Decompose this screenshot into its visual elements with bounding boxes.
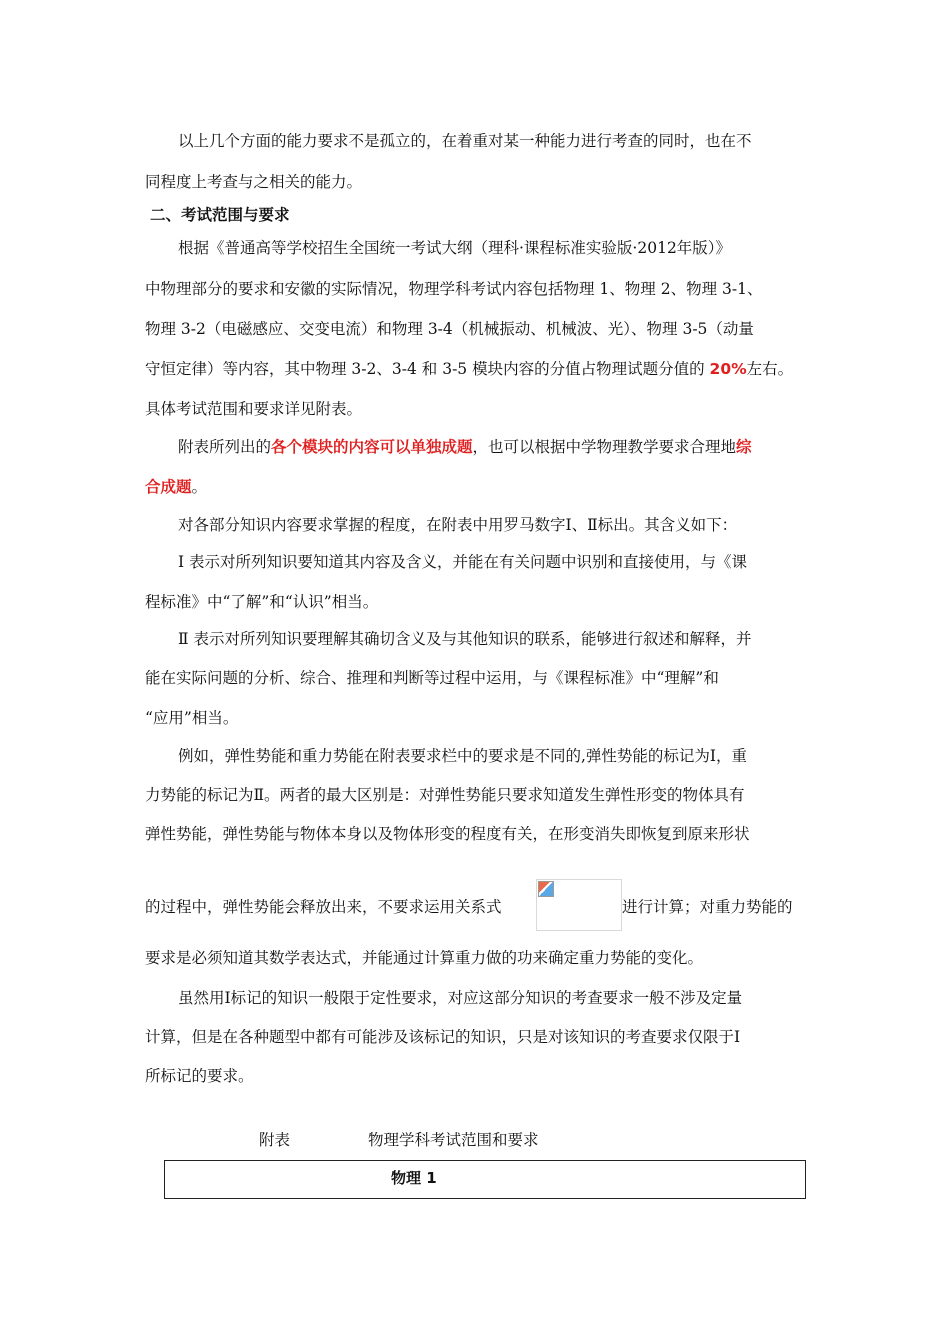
text-run: 。 [191,478,208,496]
paragraph-line [145,357,793,379]
paragraph-line: 具体考试范围和要求详见附表。 [145,400,363,418]
formula-image [536,879,622,931]
paragraph-line: 能在实际问题的分析、综合、推理和判断等过程中运用，与《课程标准》中“理解”和 [145,669,719,687]
paragraph-line [178,435,752,457]
paragraph-line: 中物理部分的要求和安徽的实际情况，物理学科考试内容包括物理 1、物理 2、物理 3-1、 [145,280,763,298]
paragraph-line [145,475,207,497]
paragraph-line: 力势能的标记为Ⅱ。两者的最大区别是：对弹性势能只要求知道发生弹性形变的物体具有 [145,786,745,804]
appendix-title: 物理学科考试范围和要求 [368,1131,539,1149]
paragraph-line: 对各部分知识内容要求掌握的程度，在附表中用罗马数字Ⅰ、Ⅱ标出。其含义如下： [178,516,738,534]
paragraph-line: 例如，弹性势能和重力势能在附表要求栏中的要求是不同的,弹性势能的标记为Ⅰ，重 [178,747,748,765]
paragraph-line: 程标准》中“了解”和“认识”相当。 [145,593,379,611]
emphasis-text: 合成题 [145,478,192,496]
paragraph-line: 的过程中，弹性势能会释放出来，不要求运用关系式 [145,898,502,916]
text-run: 守恒定律）等内容，其中物理 3-2、3-4 和 3-5 模块内容的分值占物理试题分值的 [145,360,710,378]
table-header-cell: 物理 1 [391,1169,437,1187]
paragraph-line: 虽然用Ⅰ标记的知识一般限于定性要求，对应这部分知识的考查要求一般不涉及定量 [178,989,743,1007]
broken-image-icon [538,881,554,897]
paragraph-line: 所标记的要求。 [145,1067,254,1085]
paragraph-line: 弹性势能，弹性势能与物体本身以及物体形变的程度有关，在形变消失即恢复到原来形状 [145,825,750,843]
paragraph-line: “应用”相当。 [145,709,239,727]
paragraph-line: Ⅱ 表示对所列知识要理解其确切含义及与其他知识的联系，能够进行叙述和解释，并 [178,630,752,648]
emphasis-text: 20% [709,360,747,378]
paragraph-line: 以上几个方面的能力要求不是孤立的，在着重对某一种能力进行考查的同时，也在不 [178,132,752,150]
paragraph-line: 进行计算；对重力势能的 [622,898,793,916]
paragraph-line: 要求是必须知道其数学表达式，并能通过计算重力做的功来确定重力势能的变化。 [145,949,704,967]
paragraph-line: 根据《普通高等学校招生全国统一考试大纲（理科·课程标准实验版·2012年版）》 [178,239,732,257]
paragraph-line: 物理 3-2（电磁感应、交变电流）和物理 3-4（机械振动、机械波、光）、物理 3-5（动量 [145,320,754,338]
paragraph-line: 计算，但是在各种题型中都有可能涉及该标记的知识，只是对该知识的考查要求仅限于Ⅰ [145,1028,741,1046]
appendix-label: 附表 [259,1131,291,1149]
text-run: 左右。 [746,360,794,378]
emphasis-text: 各个模块的内容可以单独成题 [271,438,473,456]
appendix-table [164,1160,806,1199]
paragraph-line: 同程度上考查与之相关的能力。 [145,173,363,191]
emphasis-text: 综 [736,438,752,456]
paragraph-line: Ⅰ 表示对所列知识要知道其内容及含义，并能在有关问题中识别和直接使用，与《课 [178,553,748,571]
text-run: 附表所列出的 [178,438,272,456]
section-heading: 二、考试范围与要求 [150,206,290,224]
text-run: ，也可以根据中学物理教学要求合理地 [472,438,737,456]
